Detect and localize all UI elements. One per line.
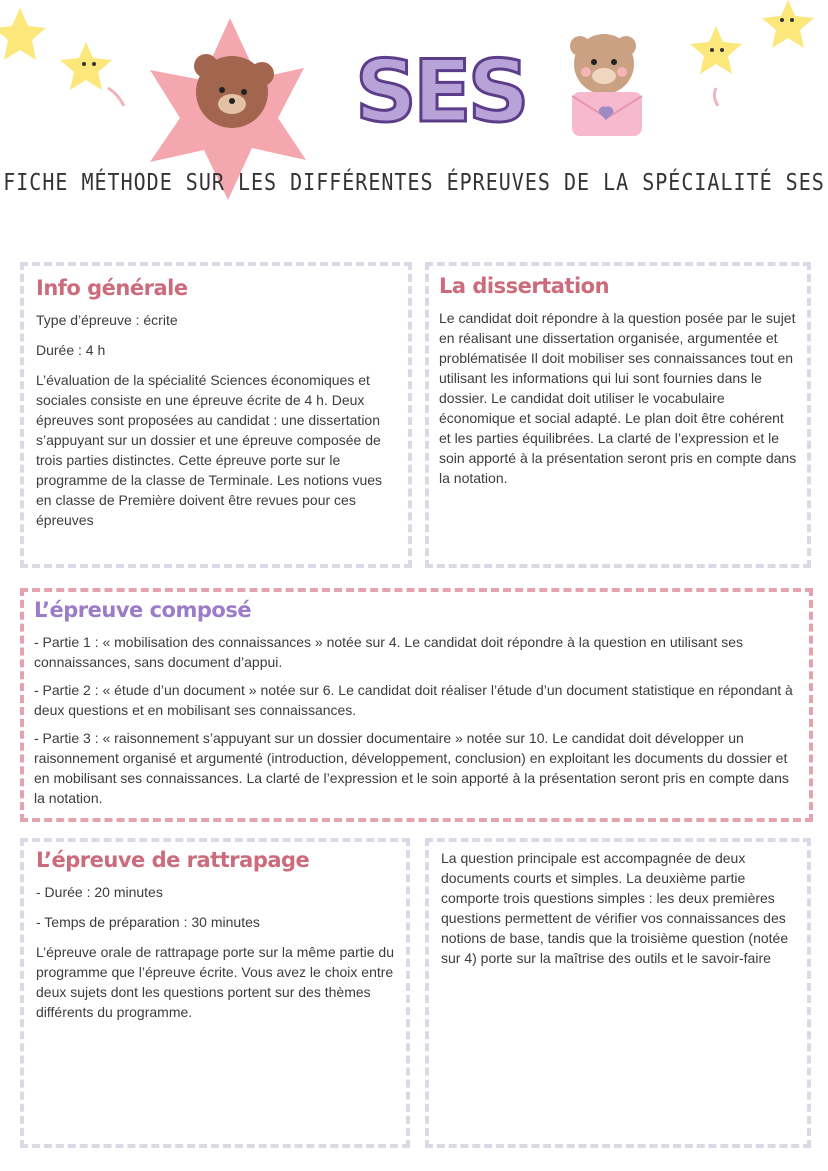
star-icon <box>762 0 814 48</box>
rattrapage-duree: - Durée : 20 minutes <box>36 884 163 900</box>
rattrapage-detail-card <box>425 838 811 1148</box>
epreuve-composee-title: L’épreuve composé <box>34 598 252 622</box>
info-generale-text: L’évaluation de la spécialité Sciences économiques et sociales consiste en une épreuve écrite de 4 h. Deux épreuves sont proposées au candidat : une dissertation s’appuyant sur un dossier et une épreuve composée de trois parties distinctes. Cette épreuve porte sur le programme de la classe de Terminale. Les notions vues en classe de Première doivent être revues pour ces épreuves <box>36 372 383 528</box>
star-icon <box>60 42 112 90</box>
info-generale-title: Info générale <box>36 276 188 300</box>
bear-envelope-icon <box>570 34 642 136</box>
type-epreuve: Type d’épreuve : écrite <box>36 312 178 328</box>
rattrapage-text: L’épreuve orale de rattrapage porte sur la même partie du programme que l’épreuve écrite. Vous avez le choix entre deux sujets dont les questions portent sur des thèmes différents du programme. <box>36 944 394 1020</box>
rattrapage-card <box>20 838 410 1148</box>
info-generale-card <box>20 262 412 568</box>
partie-1: - Partie 1 : « mobilisation des connaissances » notée sur 4. Le candidat doit répondre à la question en utilisant ses connaissances, sans document d’appui. <box>34 634 743 670</box>
rattrapage-detail-text: La question principale est accompagnée de deux documents courts et simples. La deuxième partie comporte trois questions simples : les deux premières questions permettent de vérifier vos connaissances des notions de base, tandis que la troisième question (notée sur 4) porte sur la maîtrise des outils et le savoir-faire <box>441 850 789 966</box>
page-subtitle: FICHE MÉTHODE SUR LES DIFFÉRENTES ÉPREUVES DE LA SPÉCIALITÉ SES <box>3 168 825 196</box>
partie-3: - Partie 3 : « raisonnement s’appuyant sur un dossier documentaire » notée sur 10. Le candidat doit développer un raisonnement organisé et argumenté (introduction, développement, conclusion) en exploitant les documents du dossier et en mobilisant ses connaissances. La clarté de l’expression et le soin apporté à la présentation seront pris en compte dans la notation. <box>34 730 789 806</box>
rattrapage-preparation: - Temps de préparation : 30 minutes <box>36 914 260 930</box>
dissertation-card <box>425 262 811 568</box>
star-icon <box>0 8 46 60</box>
dissertation-text: Le candidat doit répondre à la question posée par le sujet en réalisant une dissertation organisée, argumentée et problématisée Il doit mobiliser ses connaissances tout en utilisant les informations qui lui sont fournies dans le dossier. Le candidat doit utiliser le vocabulaire économique et social adapté. Le plan doit être cohérent et les parties équilibrées. La clarté de l’expression et le soin apporté à la présentation seront pris en compte dans la notation. <box>439 310 797 486</box>
star-icon <box>690 26 742 74</box>
page-title: SES <box>355 42 526 142</box>
epreuve-composee-card <box>20 588 813 822</box>
duree: Durée : 4 h <box>36 342 106 358</box>
dissertation-title: La dissertation <box>439 274 610 298</box>
rattrapage-title: L’épreuve de rattrapage <box>36 848 310 872</box>
partie-2: - Partie 2 : « étude d’un document » notée sur 6. Le candidat doit réaliser l’étude d’un document statistique en répondant à deux questions et en mobilisant ses connaissances. <box>34 682 793 718</box>
